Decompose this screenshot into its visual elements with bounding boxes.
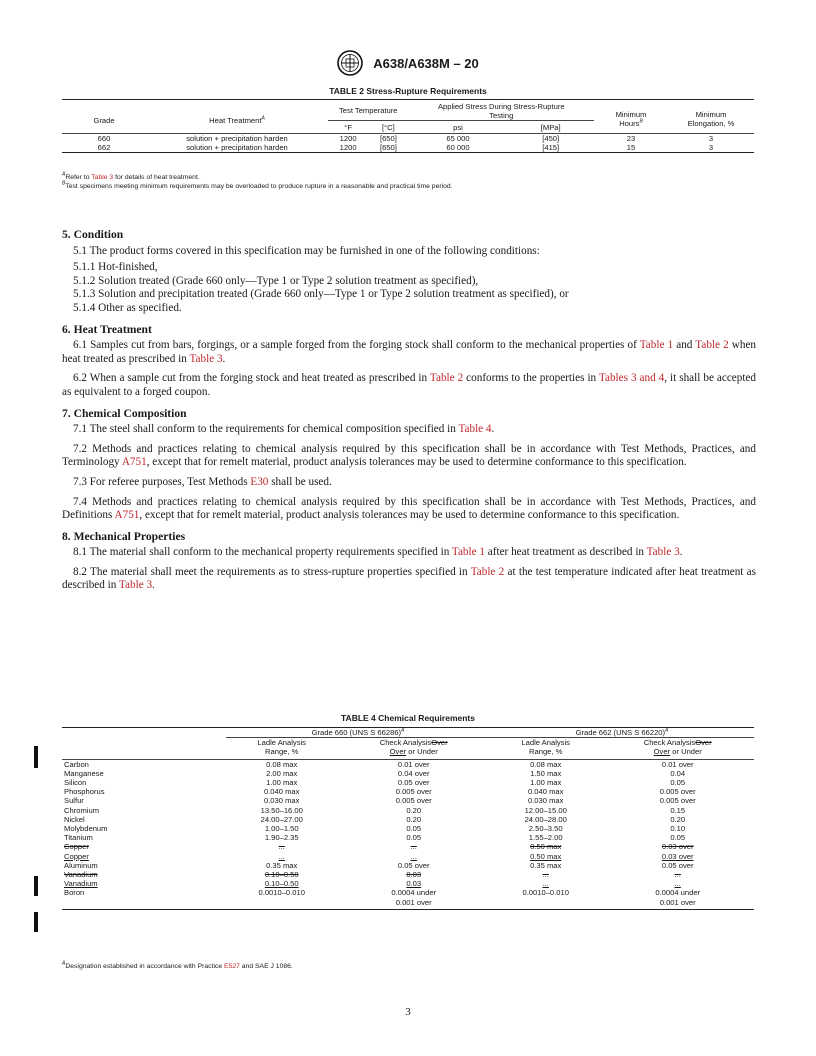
table2-link[interactable]: Table 2 [695,339,729,352]
table2-cell: 3 [708,133,714,143]
table4-cell: ... [410,851,417,861]
astm-logo-icon [337,50,363,76]
table2-cell: 3 [708,142,714,152]
page-number: 3 [405,1006,411,1018]
table4-cell: 0.0010–0.010 [522,888,569,898]
table-row [62,787,754,796]
paragraph: 7.1 The steel shall conform to the requirements for chemical composition specified in Table 4. [73,423,495,436]
table4-cell: 0.005 over [395,796,432,806]
table4-header-g662: Grade 662 (UNS S 66220)$^A$ [490,728,754,738]
table4-element-cell: Sulfur [64,796,84,806]
table2-link[interactable]: Table 2 [429,372,464,385]
table4-element-cell: Phosphorus [64,787,105,797]
table4-cell: 0.08 max [266,759,298,769]
table4-header-ladle: Ladle Analysis [257,738,306,748]
table4-element-cell: Chromium [64,805,100,815]
table-row [62,778,754,787]
table4-element-cell: Silicon [64,778,87,788]
table2-footnote-b: $^B$Test specimens meeting minimum requirements may be overloaded to produce rupture in a reasonable and practical time period. [62,180,453,190]
table2-unit-psi: psi [409,121,508,133]
table-row [62,815,754,824]
table4-cell: 0.20 [670,814,686,824]
table4-header-range: Range, % [529,747,563,757]
table4-cell: 0.03 [406,870,422,880]
table2 [62,99,754,153]
table4-cell: 0.05 over [661,860,694,870]
table4-cell: 0.10–0.50 [264,870,299,880]
table4-cell: ... [278,842,285,852]
table-row [62,759,754,769]
e527-link[interactable]: E527 [224,963,240,970]
table1-link[interactable]: Table 1 [639,339,674,352]
table4-cell: 2.00 max [266,768,298,778]
table4-cell: 0.05 [406,833,422,843]
table4-cell: 0.10 [670,824,686,834]
paragraph: 7.2 Methods and practices relating to chemical analysis required by this specification shall be in accordance with Test Methods, Practices, and Terminology A751, except that for remelt material, product analysis tolerances may be used to determine conformance to this specification. [62,442,756,469]
table4-cell: 0.0004 under [655,888,701,898]
table4-cell: 0.10–0.50 [264,879,299,889]
table-row [62,879,754,888]
table4-cell: 0.03 [406,879,422,889]
change-bar [34,746,38,768]
table4-element-cell: Vanadium [64,870,98,880]
table-row [62,824,754,833]
section-heading: 5. Condition [62,228,124,241]
table2-unit-f: °F [328,121,368,133]
table4-cell: 0.05 over [397,860,430,870]
table-row [62,888,754,897]
table4-cell: 0.005 over [659,787,696,797]
table2-cell: 660 [97,133,111,143]
table2-header-minhours: Minimum Hours$^B$ [594,100,668,134]
paragraph: 6.2 When a sample cut from the forging stock and heat treated as prescribed in Table 2 conforms to the properties in Tables 3 and 4, it shall be accepted as equivalent to a forged coupon. [62,372,757,398]
table4-cell: 24.00–28.00 [524,814,567,824]
table4-header-check: Check AnalysisOver [379,738,448,748]
paragraph: 5.1 The product forms covered in this specification may be furnished in one of the following conditions: [73,244,540,257]
table-row [62,898,754,910]
table4-cell: 0.20 [406,814,422,824]
table-row [62,806,754,815]
table2-cell: [650] [379,133,397,143]
table2-header-heat: Heat Treatment$^A$ [146,100,328,134]
table4-cell: 0.15 [670,805,686,815]
table4-element-cell: Copper [64,851,89,861]
table4-element-cell: Molybdenum [64,824,108,834]
tables3-4-link[interactable]: Tables 3 and 4 [598,372,665,385]
section-heading: 6. Heat Treatment [62,322,152,336]
table4-cell: 0.05 [670,833,686,843]
table3-link[interactable]: Table 3 [118,579,153,592]
table2-cell: 65 000 [446,133,470,143]
table4-cell: ... [542,879,549,889]
e30-link[interactable]: E30 [250,475,269,488]
table4-element-cell: Boron [64,888,85,898]
paragraph: 7.3 For referee purposes, Test Methods E30 shall be used. [73,475,332,488]
table4-cell: ... [674,870,681,880]
table4-cell: 0.04 over [397,768,430,778]
table4-title: TABLE 4 Chemical Requirements [341,713,475,723]
table4-cell: 1.90–2.35 [264,833,299,843]
table4-cell: 0.040 max [263,787,300,797]
table-row [62,796,754,805]
section-heading: 7. Chemical Composition [62,406,187,420]
table2-cell: [415] [542,142,560,152]
table3-link[interactable]: Table 3 [91,174,114,181]
table2-cell: 23 [626,133,636,143]
table4-header-range: Range, % [265,747,299,757]
a751-link[interactable]: A751 [114,509,140,522]
table4-cell: ... [674,879,681,889]
table3-link[interactable]: Table 3 [646,546,680,559]
table4-footnote: $^A$Designation established in accordance with Practice E527 and SAE J 1086. [62,960,293,970]
paragraph: 5.1.4 Other as specified. [73,301,182,314]
table4-cell: 1.00–1.50 [264,824,299,834]
table-row [62,842,754,851]
change-bar [34,876,38,896]
table4-element-cell: Nickel [64,814,85,824]
table4-cell: 0.001 over [659,897,696,907]
table2-header-minelong: Minimum Elongation, % [668,100,754,134]
table2-cell: solution + precipitation harden [186,133,288,143]
paragraph: 8.2 The material shall meet the requirements as to stress-rupture properties specified in Table 2 at the test temperature indicated after heat treatment as described in Table 3. [62,565,756,592]
paragraph: 8.1 The material shall conform to the mechanical property requirements specified in Table 1 after heat treatment as described in Table 3. [73,546,683,559]
paragraph: 5.1.3 Solution and precipitation treated (Grade 660 only—Type 1 or Type 2 solution treatment as specified), or [73,288,569,301]
table4-cell [490,898,601,910]
table4-cell: ... [410,842,417,852]
table4-corner [62,747,226,759]
document-designation: A638/A638M – 20 [373,55,479,71]
table4-cell: 0.040 max [527,787,564,797]
table4-element-cell: Vanadium [64,879,98,889]
section-chemical-composition [62,407,756,523]
table4-cell: 0.03 over [661,851,694,861]
table4-cell: 0.20 [406,805,422,815]
table4-cell: 0.08 max [530,759,562,769]
table4-cell: 2.50–3.50 [528,824,563,834]
table4-element-cell [62,898,226,910]
table4-cell: 1.50 max [530,768,562,778]
table-row [62,852,754,861]
page-header [0,50,816,76]
table4-cell: ... [278,851,285,861]
table2-cell: 662 [97,142,111,152]
table4-cell: 0.04 [670,768,686,778]
paragraph: 5.1.2 Solution treated (Grade 660 only—Type 1 or Type 2 solution treatment as specified), [73,274,479,287]
table4-cell: 12.00–15.00 [524,805,567,815]
table4 [62,727,754,910]
table4-cell: 0.35 max [266,860,298,870]
table4-corner [62,738,226,748]
table4-element-cell: Aluminum [64,860,98,870]
table4-cell: 0.35 max [530,860,562,870]
table4-cell: 0.50 max [530,851,562,861]
table4-element-cell: Copper [64,842,89,852]
paragraph: 7.4 Methods and practices relating to chemical analysis required by this specification shall be in accordance with Test Methods, Practices, and Definitions A751, except that for remelt material, product analysis tolerances may be used to determine conformance to this specification. [62,495,756,522]
table4-header-g660: Grade 660 (UNS S 66286)$^A$ [226,728,490,738]
table4-body [62,759,754,909]
table2-unit-c: [°C] [368,121,408,133]
table4-header-check: Check AnalysisOver [643,738,712,748]
change-bar [34,912,38,932]
table4-cell: 0.0004 under [391,888,437,898]
table4-cell: 0.01 over [397,759,430,769]
table4-cell: 0.50 max [530,842,562,852]
table4-cell: ... [542,870,549,880]
table4-cell: 0.05 [406,824,422,834]
table4-cell: 1.00 max [530,778,562,788]
table-row [62,861,754,870]
section-heat-treatment [62,323,756,400]
table4-cell: 0.001 over [395,897,432,907]
table1-link[interactable]: Table 1 [451,546,485,559]
table2-footnote-a: $^A$Refer to Table 3 for details of heat treatment. [62,171,200,181]
table2-cell: 60 000 [446,142,470,152]
body-content [62,228,756,598]
table2-cell: solution + precipitation harden [186,142,288,152]
table4-cell: 0.005 over [659,796,696,806]
table4-cell: 13.50–16.00 [260,805,303,815]
table-row [62,870,754,879]
table4-cell: 0.0010–0.010 [258,888,305,898]
table4-cell: 0.01 over [661,759,694,769]
table4-header-over-under: Over or Under [389,747,438,757]
section-condition [62,228,756,316]
paragraph: 6.1 Samples cut from bars, forgings, or a sample forged from the forging stock shall conform to the mechanical properties of Table 1 and Table 2 when heat treated as prescribed in Table 3. [62,339,757,365]
table4-cell: 0.030 max [263,796,300,806]
table4-header-over-under: Over or Under [653,747,702,757]
paragraph: 5.1.1 Hot-finished, [73,261,158,274]
table3-link[interactable]: Table 3 [189,352,223,365]
table4-cell: 0.05 over [397,778,430,788]
table2-unit-mpa: [MPa] [507,121,594,133]
table2-cell: [650] [379,142,397,152]
table4-cell: 0.030 max [527,796,564,806]
table4-cell: 1.00 max [266,778,298,788]
section-heading: 8. Mechanical Properties [62,529,186,543]
table4-cell [226,898,337,910]
table4-link[interactable]: Table 4 [458,423,492,436]
a751-link[interactable]: A751 [121,456,147,469]
table2-cell: [450] [542,133,560,143]
table4-cell: 0.05 [670,778,686,788]
table2-cell: 1200 [339,133,357,143]
table4-cell: 24.00–27.00 [260,814,303,824]
section-mechanical-properties [62,530,756,593]
table4-cell: 0.03 over [661,842,694,852]
table4-element-cell: Manganese [64,768,104,778]
table2-header-grade: Grade [62,100,146,134]
table4-cell: 0.005 over [395,787,432,797]
table2-cell: 15 [626,142,636,152]
table-row [62,143,754,153]
table4-element-cell: Carbon [64,759,89,769]
table4-element-cell: Titanium [64,833,93,843]
table2-link[interactable]: Table 2 [470,565,505,578]
table4-corner [62,728,226,738]
table-row [62,133,754,143]
table2-header-testtemp: Test Temperature [339,106,398,115]
table4-header-ladle: Ladle Analysis [521,738,570,748]
table2-header-stress: Applied Stress During Stress-Rupture Testing [437,102,565,121]
table2-title: TABLE 2 Stress-Rupture Requirements [329,86,487,96]
table-row [62,769,754,778]
table4-cell: 1.55–2.00 [528,833,563,843]
table2-cell: 1200 [339,142,357,152]
table-row [62,833,754,842]
